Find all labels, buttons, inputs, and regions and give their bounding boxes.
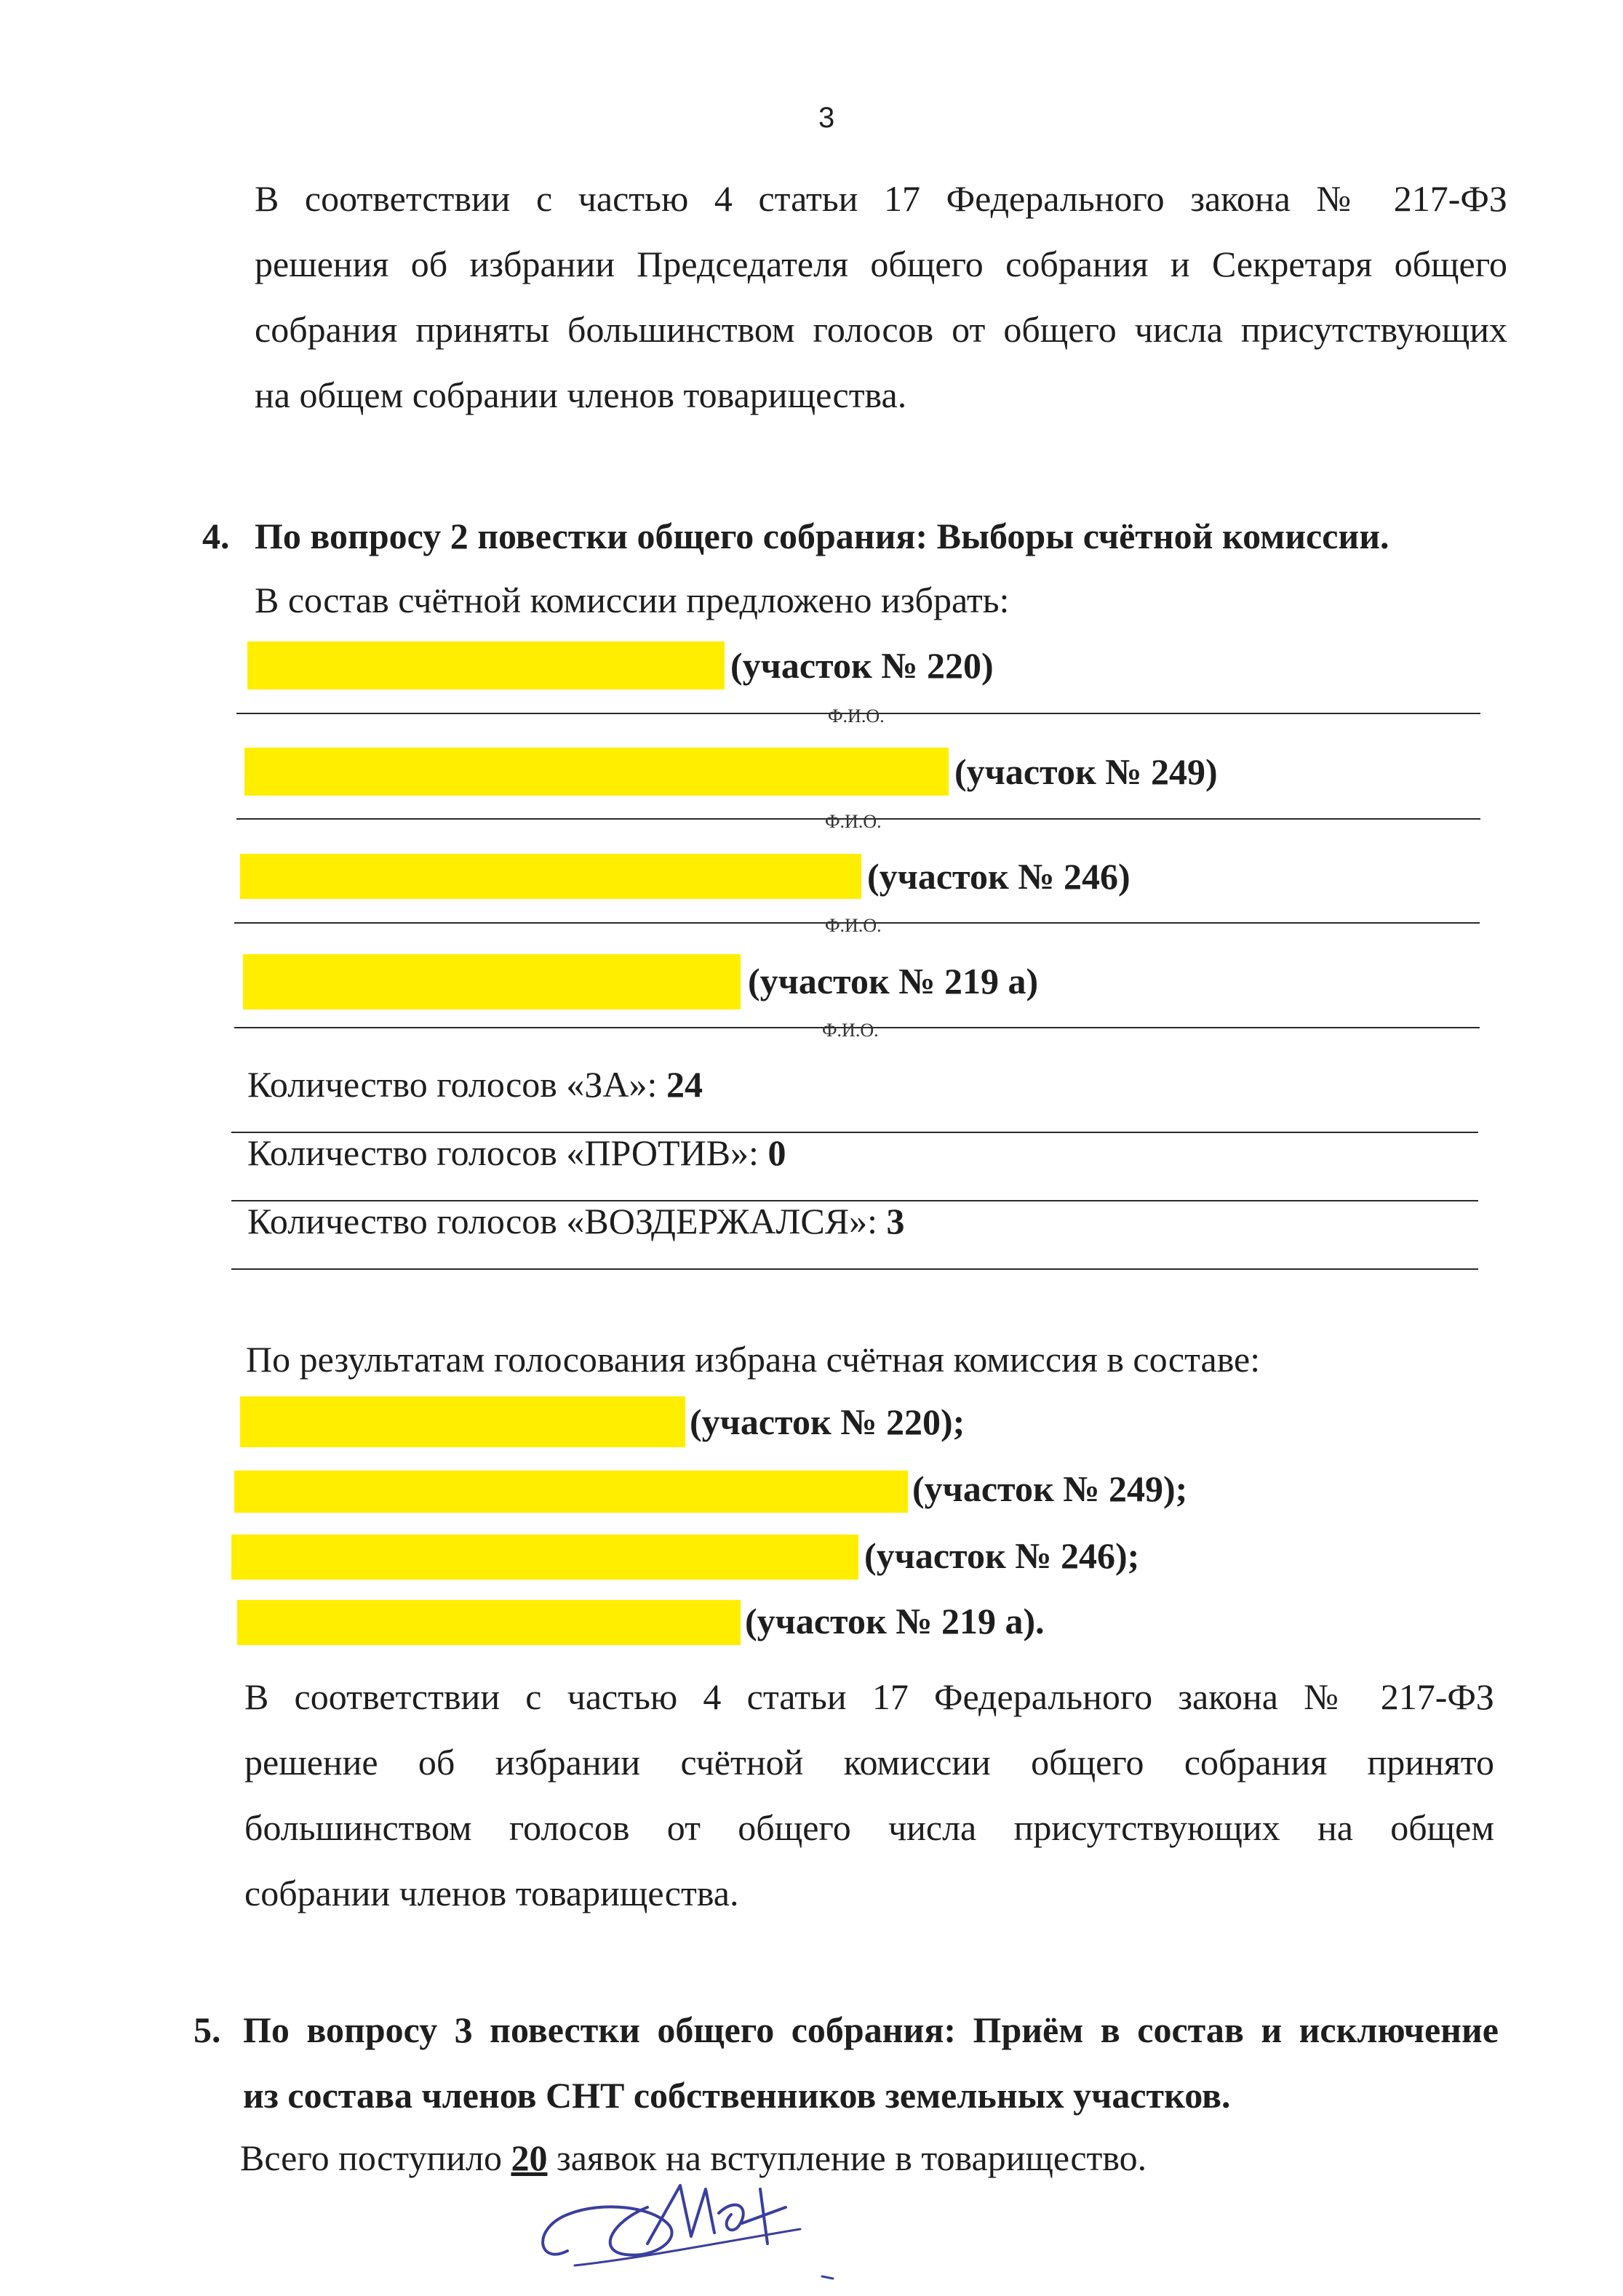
paragraph-chair-secretary-decision	[255, 166, 1507, 428]
fio-caption: Ф.И.О.	[822, 1020, 879, 1041]
candidate-plot: (участок № 249)	[954, 751, 1218, 792]
redacted-name-highlight	[237, 1600, 741, 1645]
page-number: 3	[818, 102, 835, 134]
paragraph-line: собрании членов товарищества.	[244, 1873, 739, 1913]
paragraph-commission-decision	[244, 1664, 1494, 1926]
redacted-name-highlight	[244, 748, 949, 796]
votes-for-value: 24	[666, 1064, 703, 1105]
elected-plot: (участок № 219 а).	[745, 1601, 1045, 1641]
applications-prefix: Всего поступило	[240, 2137, 502, 2178]
votes-abstain	[247, 1200, 904, 1242]
paragraph-line: большинством голосов от общего числа присутствующих на общем	[244, 1807, 1494, 1848]
candidate-plot: (участок № 219 а)	[748, 961, 1039, 1001]
paragraph-line: решение об избрании счётной комиссии общего собрания принято	[244, 1742, 1494, 1783]
paragraph-line: решения об избрании Председателя общего собрания и Секретаря общего	[255, 244, 1507, 284]
fio-caption: Ф.И.О.	[825, 915, 882, 936]
redacted-name-highlight	[240, 1396, 685, 1447]
elected-plot: (участок № 249);	[912, 1468, 1188, 1509]
votes-for	[247, 1063, 703, 1105]
item-4-number: 4.	[202, 516, 230, 556]
candidate-plot: (участок № 246)	[867, 856, 1130, 897]
redacted-name-highlight	[240, 854, 861, 899]
paragraph-line: В соответствии с частью 4 статьи 17 Федерального закона № 217-ФЗ	[255, 178, 1507, 219]
elected-plot: (участок № 220);	[690, 1401, 965, 1442]
fio-caption: Ф.И.О.	[825, 811, 882, 832]
votes-against-value: 0	[767, 1132, 786, 1173]
redacted-name-highlight	[234, 1471, 908, 1513]
redacted-name-highlight	[231, 1535, 858, 1580]
candidate-plot: (участок № 220)	[730, 645, 994, 686]
votes-against	[247, 1132, 786, 1174]
elected-plot: (участок № 246);	[864, 1535, 1140, 1576]
paragraph-line: на общем собрании членов товарищества.	[255, 375, 907, 415]
item-5-title-line-2: из состава членов СНТ собственников земельных участков.	[243, 2075, 1231, 2116]
item-4-title: По вопросу 2 повестки общего собрания: Выборы счётной комиссии.	[255, 516, 1389, 556]
proposed-intro: В состав счётной комиссии предложено избрать:	[255, 580, 1010, 620]
item-5-number: 5.	[194, 2009, 221, 2050]
paragraph-line: В соответствии с частью 4 статьи 17 Федерального закона № 217-ФЗ	[244, 1676, 1494, 1717]
applications-count: 20	[511, 2137, 548, 2178]
votes-abstain-value: 3	[886, 1201, 905, 1241]
votes-against-label: Количество голосов «ПРОТИВ»:	[247, 1132, 759, 1173]
row-line	[231, 1268, 1478, 1270]
redacted-name-highlight	[247, 641, 725, 689]
result-intro: По результатам голосования избрана счётная комиссия в составе:	[246, 1339, 1261, 1380]
item-5-title-line-1: По вопросу 3 повестки общего собрания: Приём в состав и исключение	[243, 2009, 1499, 2050]
fio-caption: Ф.И.О.	[828, 705, 885, 727]
redacted-name-highlight	[243, 954, 741, 1009]
votes-for-label: Количество голосов «ЗА»:	[247, 1064, 658, 1105]
votes-abstain-label: Количество голосов «ВОЗДЕРЖАЛСЯ»:	[247, 1201, 877, 1241]
applications-suffix: заявок на вступление в товарищество.	[556, 2137, 1147, 2178]
handwritten-signature	[524, 2156, 844, 2287]
paragraph-line: собрания приняты большинством голосов от общего числа присутствующих	[255, 309, 1507, 350]
